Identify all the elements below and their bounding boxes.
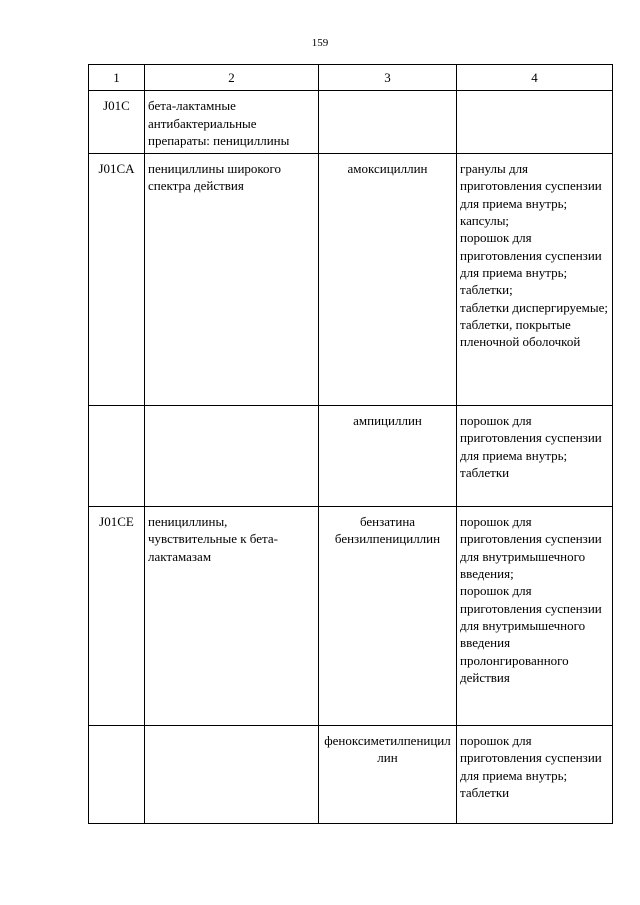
dosage-forms-cell (457, 154, 613, 406)
table-row (89, 726, 613, 824)
dosage-form-item: гранулы для приготовления суспензии для приема внутрь; (460, 161, 602, 211)
dosage-form-item: капсулы; (460, 213, 510, 229)
dosage-form-item: порошок для приготовления суспензии для внутримышечного введения; (460, 514, 602, 582)
drug-name-cell: амоксициллин (319, 154, 457, 406)
page-number: 159 (311, 37, 329, 49)
dosage-form-item: таблетки диспергируемые; (460, 299, 608, 315)
column-header-1: 1 (89, 65, 145, 91)
dosage-form-item: порошок для приготовления суспензии для приема внутрь; (460, 733, 602, 783)
drug-table (88, 64, 613, 824)
dosage-form-item: таблетки (460, 465, 510, 481)
dosage-form-item: порошок для приготовления суспензии для приема внутрь; (460, 230, 602, 280)
table-row (89, 91, 613, 154)
dosage-form-item: порошок для приготовления суспензии для внутримышечного введения пролонгированного действия (460, 583, 602, 685)
atc-code-cell (89, 726, 145, 824)
group-name-cell (145, 726, 319, 824)
dosage-forms-cell (457, 507, 613, 726)
drug-name-cell: ампициллин (319, 406, 457, 507)
drug-name-cell (319, 91, 457, 154)
group-name-cell: бета-лактамные антибактериальные препараты: пенициллины (145, 91, 319, 154)
dosage-forms-cell (457, 726, 613, 824)
column-header-4: 4 (457, 65, 613, 91)
dosage-form-item: таблетки (460, 785, 510, 801)
dosage-form-item: таблетки; (460, 282, 513, 298)
atc-code-cell: J01CA (89, 154, 145, 406)
dosage-forms-cell (457, 406, 613, 507)
group-name-cell: пенициллины широкого спектра действия (145, 154, 319, 406)
atc-code-cell (89, 406, 145, 507)
dosage-form-item: таблетки, покрытые пленочной оболочкой (460, 316, 581, 350)
group-name-cell: пенициллины, чувствительные к бета-лактамазам (145, 507, 319, 726)
column-header-2: 2 (145, 65, 319, 91)
drug-name-cell: феноксиметилпенициллин (319, 726, 457, 824)
drug-name-cell: бензатина бензилпенициллин (319, 507, 457, 726)
atc-code-cell: J01CE (89, 507, 145, 726)
table-row (89, 154, 613, 406)
table-row (89, 406, 613, 507)
atc-code-cell: J01C (89, 91, 145, 154)
table-row (89, 507, 613, 726)
dosage-forms-cell (457, 91, 613, 154)
dosage-form-item: порошок для приготовления суспензии для приема внутрь; (460, 413, 602, 463)
column-header-3: 3 (319, 65, 457, 91)
group-name-cell (145, 406, 319, 507)
table-header-row (89, 65, 613, 91)
